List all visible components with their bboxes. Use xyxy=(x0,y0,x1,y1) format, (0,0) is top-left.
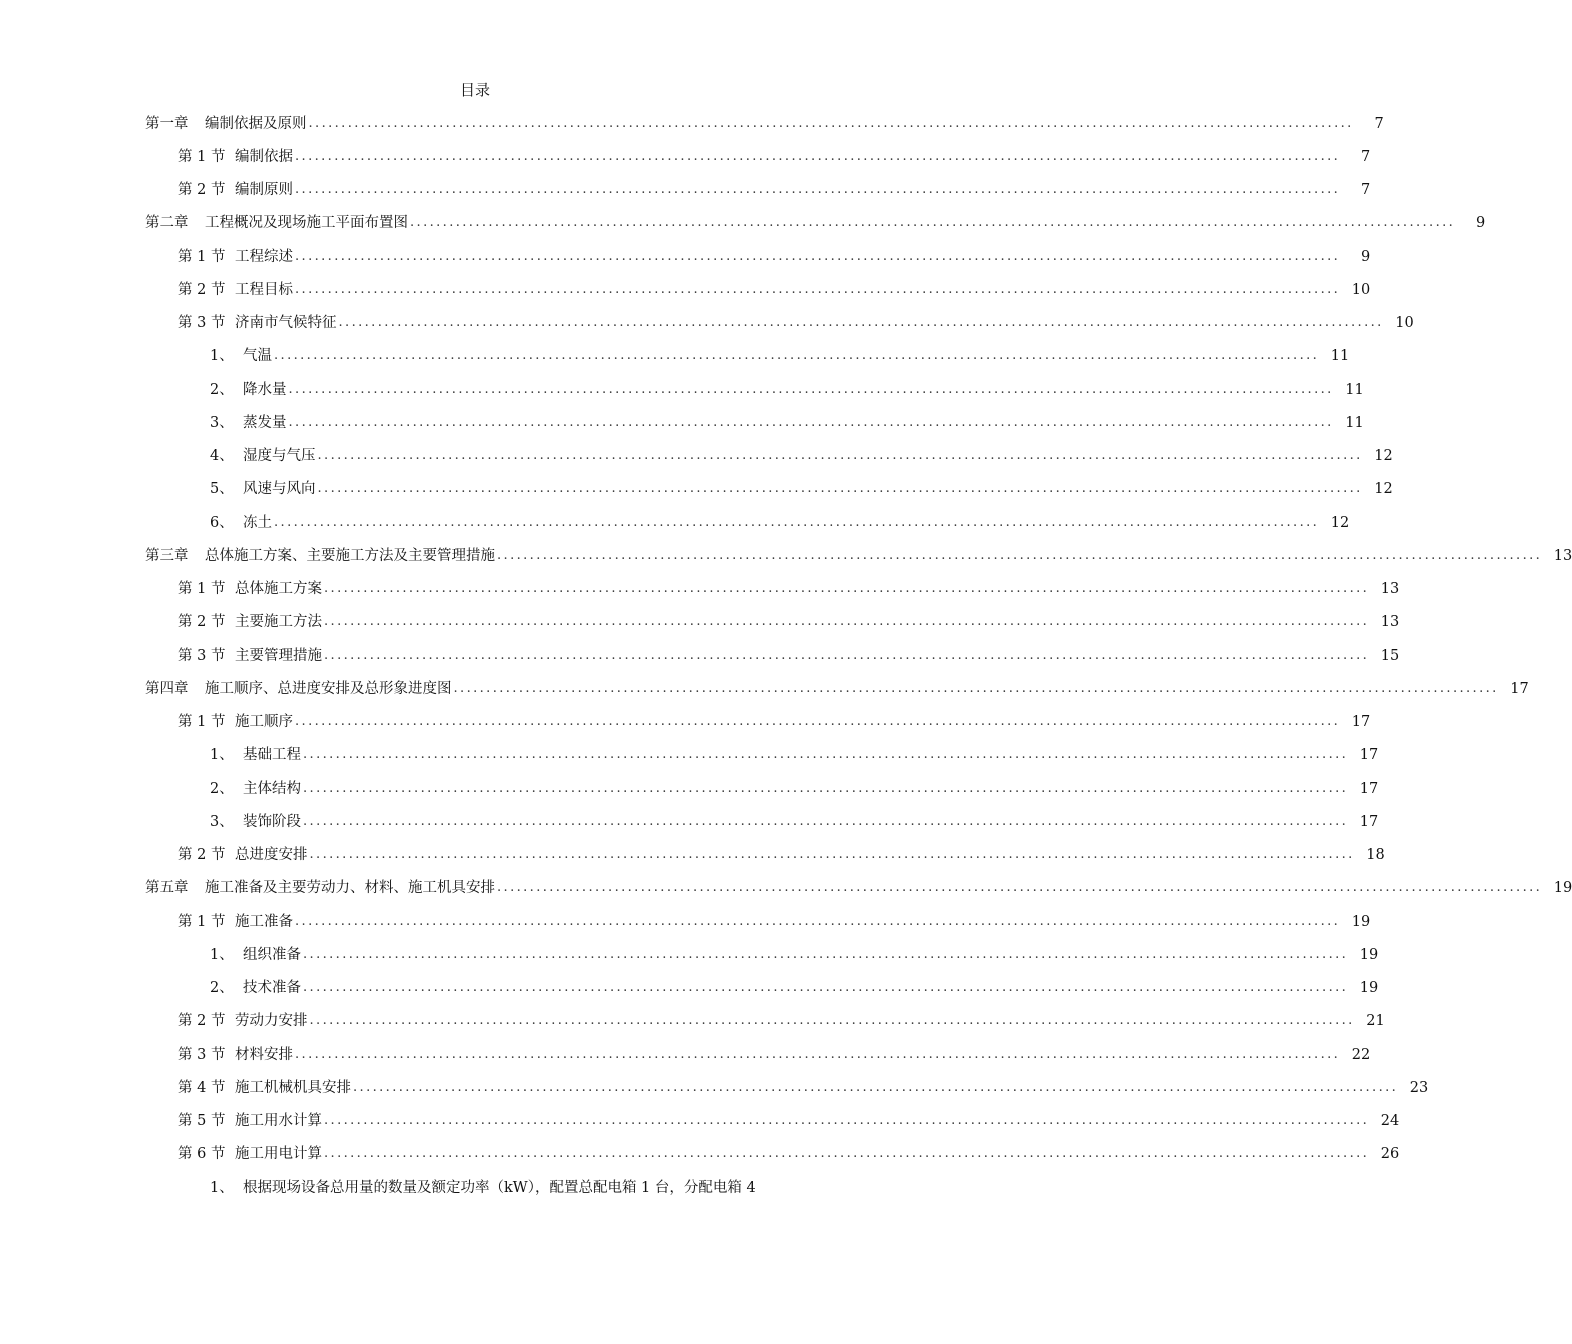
entry-title: 气温 xyxy=(243,348,272,365)
entry-page-number: 15 xyxy=(1380,647,1400,664)
entry-page-number: 19 xyxy=(1351,913,1371,930)
dot-leader: ................................................................................................................................................................ xyxy=(324,614,1370,630)
entry-page-number: 9 xyxy=(1475,215,1486,232)
toc-subsection-entry[interactable] xyxy=(0,972,1379,1005)
toc-section-entry[interactable] xyxy=(0,639,1400,672)
dot-leader: ................................................................................................................................................................ xyxy=(497,547,1543,563)
entry-page-number: 13 xyxy=(1380,614,1400,631)
entry-title: 蒸发量 xyxy=(243,414,287,431)
entry-number: 1、 xyxy=(210,348,234,365)
dot-leader: ................................................................................................................................................................ xyxy=(295,248,1341,264)
entry-title: 施工机械机具安排 xyxy=(235,1079,351,1096)
entry-page-number: 26 xyxy=(1380,1146,1400,1163)
entry-number: 1、 xyxy=(210,946,234,963)
toc-subsection-entry[interactable] xyxy=(0,805,1379,838)
entry-number: 3、 xyxy=(210,813,234,830)
toc-subsection-entry[interactable] xyxy=(0,340,1350,373)
entry-page-number: 11 xyxy=(1345,414,1364,431)
toc-list xyxy=(0,107,1572,1204)
dot-leader: ................................................................................................................................................................ xyxy=(317,481,1363,497)
entry-page-number: 9 xyxy=(1360,248,1371,265)
dot-leader: ................................................................................................................................................................ xyxy=(295,714,1341,730)
entry-number: 3、 xyxy=(210,414,234,431)
dot-leader: ................................................................................................................................................................ xyxy=(338,315,1384,331)
entry-title: 基础工程 xyxy=(243,747,301,764)
entry-number: 第 2 节 xyxy=(178,182,226,199)
dot-leader: ................................................................................................................................................................ xyxy=(410,215,1456,231)
entry-number: 1、 xyxy=(210,1179,234,1196)
entry-number: 第 2 节 xyxy=(178,847,226,864)
entry-number: 第 5 节 xyxy=(178,1113,226,1130)
entry-title: 工程目标 xyxy=(235,281,293,298)
entry-number: 第二章 xyxy=(145,215,189,232)
entry-number: 5、 xyxy=(210,481,234,498)
entry-title: 编制原则 xyxy=(235,182,293,199)
entry-page-number: 13 xyxy=(1380,581,1400,598)
toc-subsection-entry[interactable] xyxy=(0,440,1393,473)
toc-section-entry[interactable] xyxy=(0,1038,1371,1071)
dot-leader: ................................................................................................................................................................ xyxy=(295,281,1341,297)
toc-title: 目录 xyxy=(459,81,490,99)
toc-section-entry[interactable] xyxy=(0,140,1371,173)
entry-title: 装饰阶段 xyxy=(243,813,301,830)
toc-section-entry[interactable] xyxy=(0,1071,1429,1104)
entry-number: 6、 xyxy=(210,514,234,531)
dot-leader: ................................................................................................................................................................ xyxy=(288,414,1334,430)
entry-page-number: 17 xyxy=(1359,780,1379,797)
entry-title: 施工准备 xyxy=(235,913,293,930)
entry-title: 湿度与气压 xyxy=(243,448,316,465)
entry-page-number: 7 xyxy=(1360,182,1371,199)
dot-leader: ................................................................................................................................................................ xyxy=(309,1013,1355,1029)
entry-title: 根据现场设备总用量的数量及额定功率（kW），配置总配电箱 1 台，分配电箱 4 xyxy=(243,1179,756,1196)
entry-title: 劳动力安排 xyxy=(235,1013,308,1030)
dot-leader: ................................................................................................................................................................ xyxy=(308,115,1354,131)
entry-page-number: 17 xyxy=(1351,714,1371,731)
entry-number: 第 3 节 xyxy=(178,315,226,332)
entry-page-number: 13 xyxy=(1553,547,1572,564)
dot-leader: ................................................................................................................................................................ xyxy=(274,514,1320,530)
entry-title: 施工用电计算 xyxy=(235,1146,322,1163)
toc-section-entry[interactable] xyxy=(0,1138,1400,1171)
entry-title: 主要施工方法 xyxy=(235,614,322,631)
entry-page-number: 17 xyxy=(1359,813,1379,830)
entry-number: 第 1 节 xyxy=(178,714,226,731)
toc-section-entry[interactable] xyxy=(0,1005,1385,1038)
entry-title: 施工顺序 xyxy=(235,714,293,731)
entry-title: 组织准备 xyxy=(243,946,301,963)
toc-chapter-entry[interactable] xyxy=(0,207,1486,240)
entry-number: 第 1 节 xyxy=(178,913,226,930)
entry-page-number: 11 xyxy=(1345,381,1364,398)
entry-number: 第 6 节 xyxy=(178,1146,226,1163)
entry-number: 第 1 节 xyxy=(178,581,226,598)
entry-title: 施工顺序、总进度安排及总形象进度图 xyxy=(205,680,452,697)
toc-section-entry[interactable] xyxy=(0,905,1371,938)
dot-leader: ................................................................................................................................................................ xyxy=(295,913,1341,929)
toc-chapter-entry[interactable] xyxy=(0,672,1529,705)
entry-page-number: 22 xyxy=(1351,1046,1371,1063)
toc-section-entry[interactable] xyxy=(0,240,1371,273)
entry-title: 冻土 xyxy=(243,514,272,531)
entry-title: 风速与风向 xyxy=(243,481,316,498)
toc-subsection-entry[interactable] xyxy=(0,1171,950,1204)
dot-leader: ................................................................................................................................................................ xyxy=(324,1113,1370,1129)
entry-number: 第 4 节 xyxy=(178,1079,226,1096)
toc-section-entry[interactable] xyxy=(0,573,1400,606)
dot-leader: ................................................................................................................................................................ xyxy=(497,880,1543,896)
toc-subsection-entry[interactable] xyxy=(0,739,1379,772)
toc-subsection-entry[interactable] xyxy=(0,938,1379,971)
entry-page-number: 19 xyxy=(1553,880,1572,897)
toc-subsection-entry[interactable] xyxy=(0,406,1364,439)
entry-title: 主体结构 xyxy=(243,780,301,797)
entry-page-number: 17 xyxy=(1510,680,1529,697)
dot-leader: ................................................................................................................................................................ xyxy=(303,747,1349,763)
dot-leader: ................................................................................................................................................................ xyxy=(303,780,1349,796)
dot-leader: ................................................................................................................................................................ xyxy=(324,647,1370,663)
entry-title: 技术准备 xyxy=(243,980,301,997)
entry-number: 第四章 xyxy=(145,680,189,697)
entry-title: 编制依据及原则 xyxy=(205,115,307,132)
entry-page-number: 23 xyxy=(1409,1079,1429,1096)
entry-page-number: 12 xyxy=(1374,448,1393,465)
entry-number: 1、 xyxy=(210,747,234,764)
dot-leader: ................................................................................................................................................................ xyxy=(303,813,1349,829)
dot-leader: ................................................................................................................................................................ xyxy=(353,1079,1399,1095)
dot-leader: ................................................................................................................................................................ xyxy=(453,680,1499,696)
dot-leader: ................................................................................................................................................................ xyxy=(324,1146,1370,1162)
toc-subsection-entry[interactable] xyxy=(0,473,1393,506)
entry-page-number: 7 xyxy=(1360,148,1371,165)
toc-section-entry[interactable] xyxy=(0,706,1371,739)
toc-section-entry[interactable] xyxy=(0,273,1371,306)
dot-leader: ................................................................................................................................................................ xyxy=(303,980,1349,996)
dot-leader: ................................................................................................................................................................ xyxy=(303,946,1349,962)
entry-number: 第一章 xyxy=(145,115,189,132)
entry-number: 第 3 节 xyxy=(178,647,226,664)
entry-title: 施工准备及主要劳动力、材料、施工机具安排 xyxy=(205,880,495,897)
entry-page-number: 18 xyxy=(1366,847,1385,864)
entry-title: 主要管理措施 xyxy=(235,647,322,664)
entry-number: 第 1 节 xyxy=(178,248,226,265)
dot-leader: ................................................................................................................................................................ xyxy=(317,448,1363,464)
toc-chapter-entry[interactable] xyxy=(0,872,1572,905)
entry-number: 第三章 xyxy=(145,547,189,564)
entry-page-number: 7 xyxy=(1374,115,1384,132)
dot-leader: ................................................................................................................................................................ xyxy=(295,1046,1341,1062)
entry-title: 工程综述 xyxy=(235,248,293,265)
dot-leader: ................................................................................................................................................................ xyxy=(274,348,1320,364)
dot-leader: ................................................................................................................................................................ xyxy=(288,381,1334,397)
entry-number: 第 2 节 xyxy=(178,614,226,631)
entry-page-number: 21 xyxy=(1366,1013,1385,1030)
entry-title: 总体施工方案、主要施工方法及主要管理措施 xyxy=(205,547,495,564)
entry-number: 第五章 xyxy=(145,880,189,897)
entry-title: 总进度安排 xyxy=(235,847,308,864)
entry-number: 2、 xyxy=(210,381,234,398)
toc-subsection-entry[interactable] xyxy=(0,772,1379,805)
entry-title: 工程概况及现场施工平面布置图 xyxy=(205,215,408,232)
toc-section-entry[interactable] xyxy=(0,606,1400,639)
entry-title: 材料安排 xyxy=(235,1046,293,1063)
toc-section-entry[interactable] xyxy=(0,174,1371,207)
entry-number: 第 2 节 xyxy=(178,1013,226,1030)
entry-page-number: 19 xyxy=(1359,980,1379,997)
entry-page-number: 19 xyxy=(1359,946,1379,963)
entry-number: 4、 xyxy=(210,448,234,465)
entry-number: 2、 xyxy=(210,980,234,997)
toc-section-entry[interactable] xyxy=(0,307,1414,340)
dot-leader: ................................................................................................................................................................ xyxy=(309,847,1355,863)
entry-title: 施工用水计算 xyxy=(235,1113,322,1130)
toc-chapter-entry[interactable] xyxy=(0,539,1572,572)
entry-number: 第 3 节 xyxy=(178,1046,226,1063)
toc-section-entry[interactable] xyxy=(0,839,1385,872)
entry-number: 第 1 节 xyxy=(178,148,226,165)
entry-title: 总体施工方案 xyxy=(235,581,322,598)
entry-page-number: 17 xyxy=(1359,747,1379,764)
entry-page-number: 12 xyxy=(1330,514,1350,531)
entry-page-number: 24 xyxy=(1380,1113,1400,1130)
entry-page-number: 10 xyxy=(1395,315,1414,332)
entry-title: 降水量 xyxy=(243,381,287,398)
dot-leader: ................................................................................................................................................................ xyxy=(295,148,1341,164)
entry-title: 济南市气候特征 xyxy=(235,315,337,332)
entry-number: 第 2 节 xyxy=(178,281,226,298)
dot-leader: ................................................................................................................................................................ xyxy=(324,581,1370,597)
entry-number: 2、 xyxy=(210,780,234,797)
toc-subsection-entry[interactable] xyxy=(0,506,1350,539)
entry-page-number: 10 xyxy=(1351,281,1371,298)
entry-page-number: 12 xyxy=(1374,481,1393,498)
dot-leader: ................................................................................................................................................................ xyxy=(295,182,1341,198)
toc-section-entry[interactable] xyxy=(0,1105,1400,1138)
entry-page-number: 11 xyxy=(1330,348,1350,365)
toc-subsection-entry[interactable] xyxy=(0,373,1364,406)
toc-chapter-entry[interactable] xyxy=(0,107,1384,140)
entry-title: 编制依据 xyxy=(235,148,293,165)
